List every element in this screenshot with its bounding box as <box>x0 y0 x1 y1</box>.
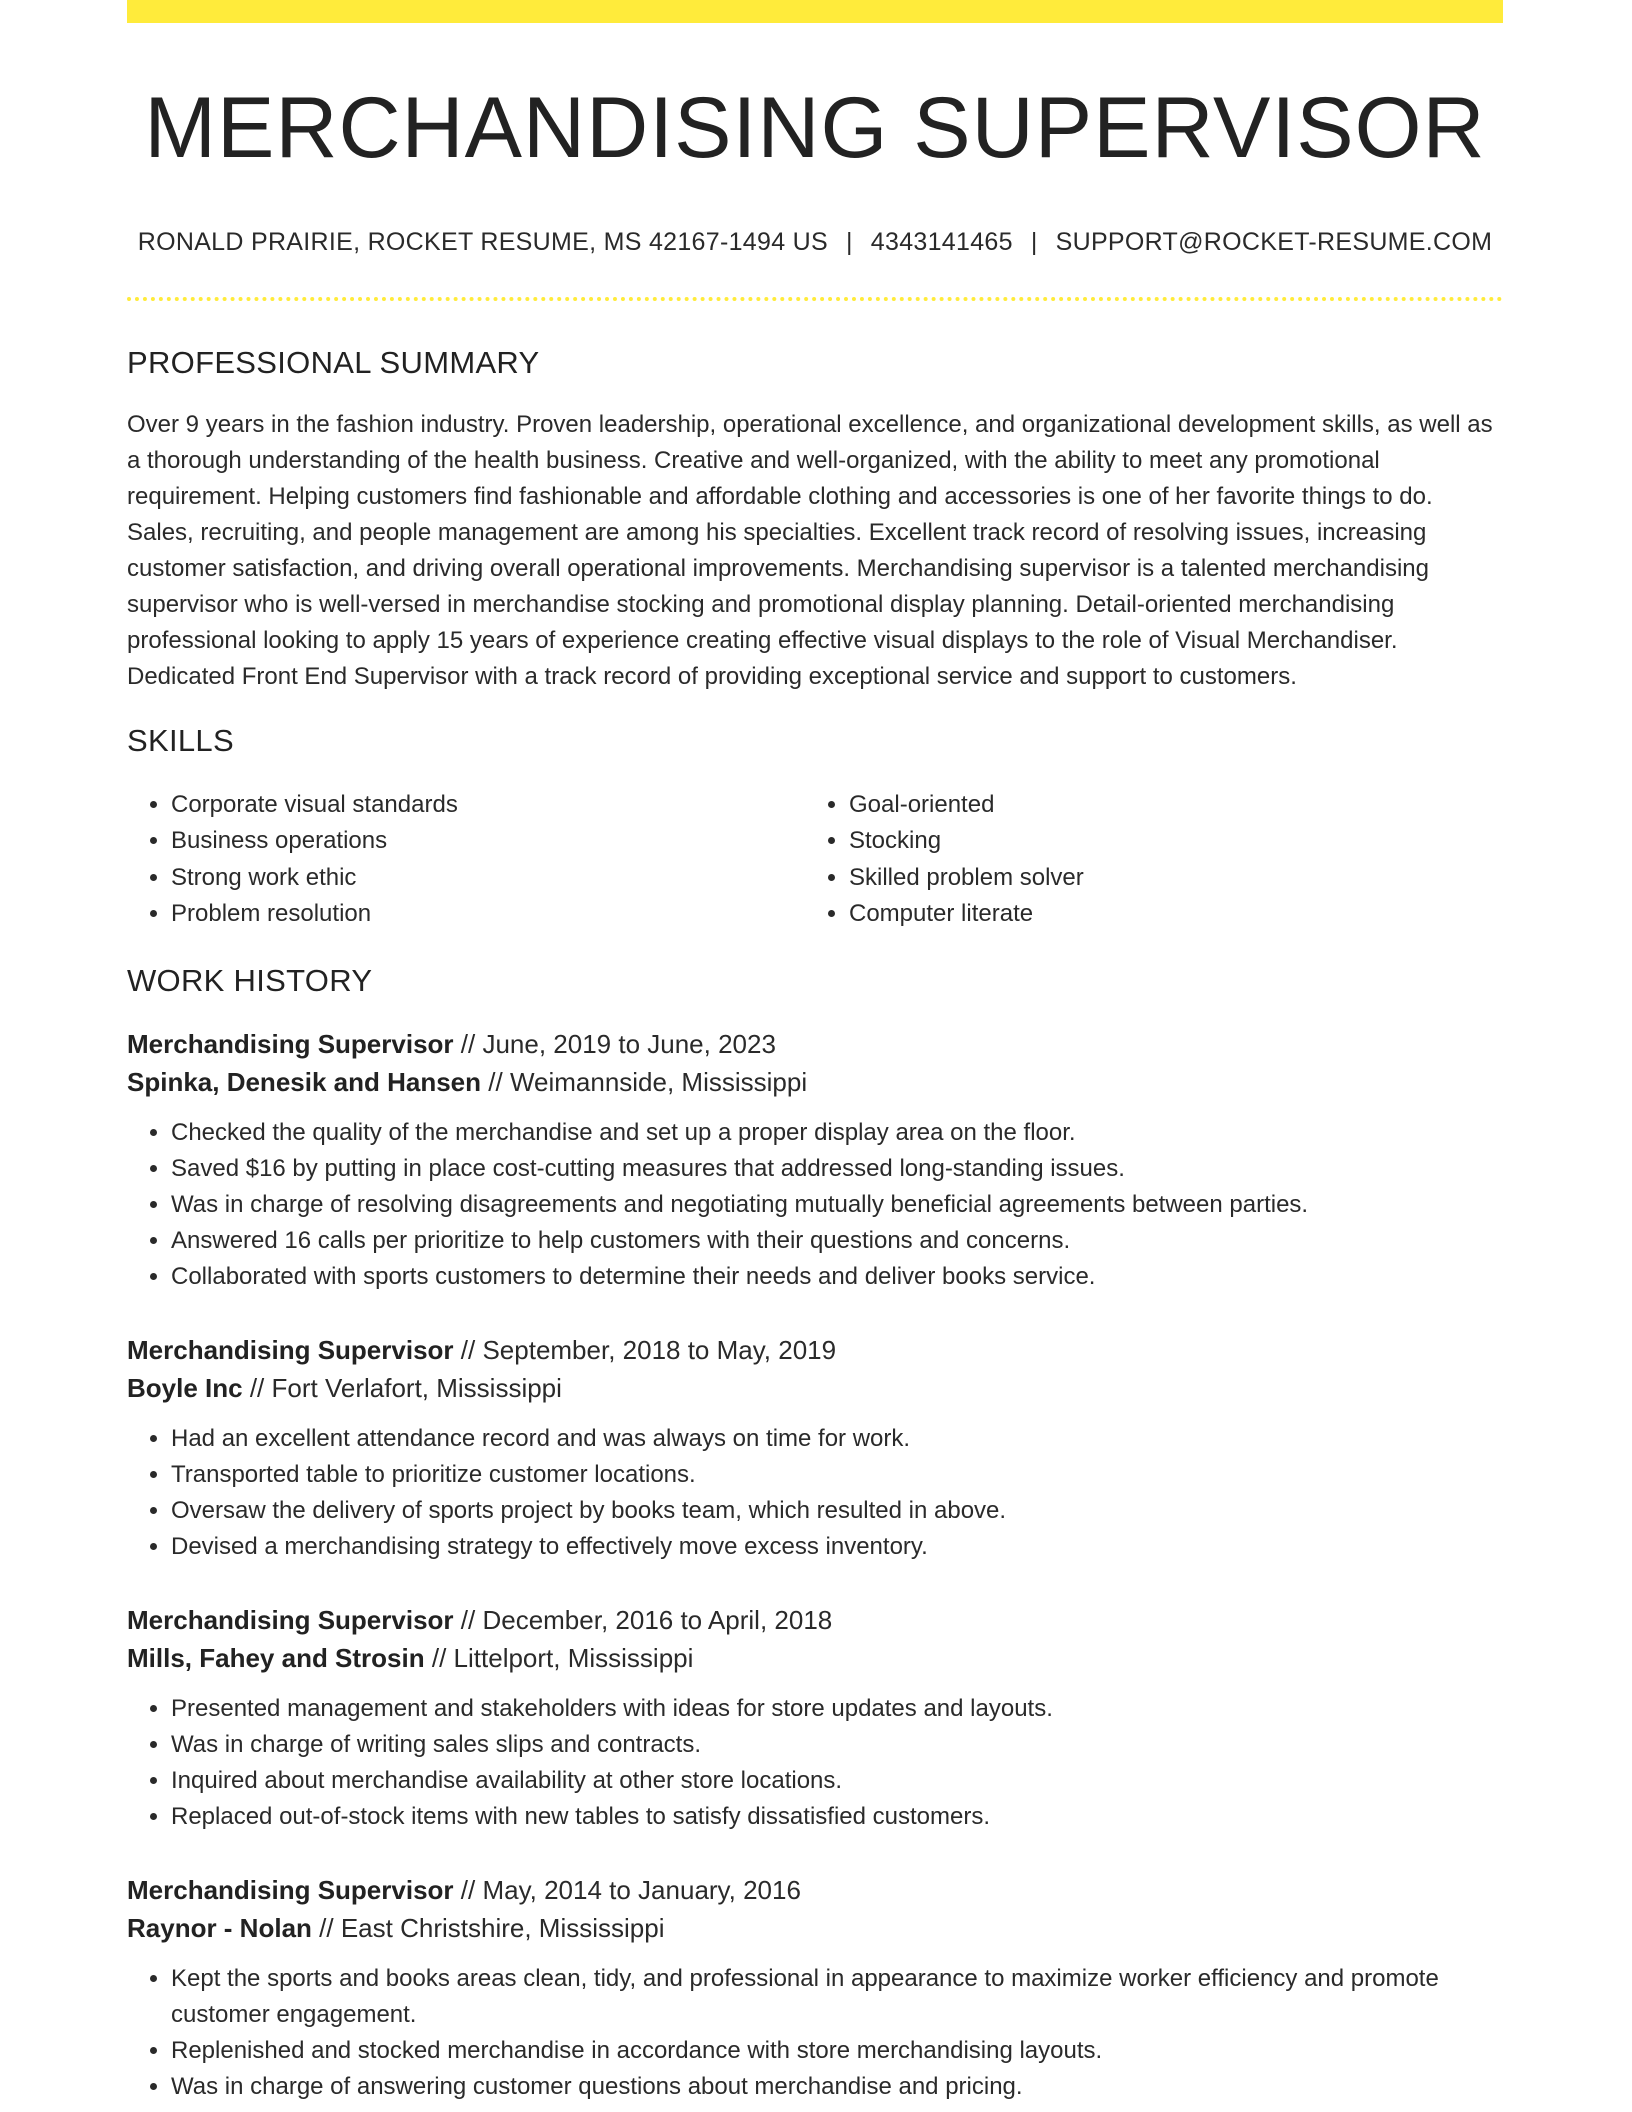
job-bullet: • Transported table to prioritize customer locations. <box>171 1457 1503 1493</box>
delimiter: // <box>460 1028 476 1059</box>
job-entry <box>127 1871 1503 2105</box>
job-location: East Christshire, Mississippi <box>340 1912 665 1943</box>
job-bullet: • Was in charge of answering customer questions about merchandise and pricing. <box>171 2069 1503 2105</box>
job-bullet: • Was in charge of resolving disagreements and negotiating mutually beneficial agreements between parties. <box>171 1187 1503 1223</box>
job-location: Weimannside, Mississippi <box>509 1066 808 1097</box>
job-company-line <box>127 1639 1503 1677</box>
resume-title: MERCHANDISING SUPERVISOR <box>144 80 1486 176</box>
job-bullets <box>127 1691 1503 1835</box>
job-title: Merchandising Supervisor <box>127 1604 454 1635</box>
job-company: Raynor - Nolan <box>127 1912 312 1943</box>
delimiter: // <box>319 1912 334 1943</box>
delimiter: // <box>460 1604 476 1635</box>
job-bullet: • Saved $16 by putting in place cost-cutting measures that addressed long-standing issues. <box>171 1151 1503 1187</box>
resume-page <box>127 0 1503 2105</box>
skill-item: • Problem resolution <box>171 896 805 933</box>
contact-separator: | <box>845 227 853 256</box>
job-title: Merchandising Supervisor <box>127 1334 454 1365</box>
job-bullet: • Inquired about merchandise availability at other store locations. <box>171 1763 1503 1799</box>
skill-item: • Stocking <box>849 823 1483 860</box>
skills-column-left <box>127 787 805 933</box>
skill-item: • Corporate visual standards <box>171 787 805 824</box>
job-entry <box>127 1601 1503 1835</box>
summary-heading: PROFESSIONAL SUMMARY <box>127 344 540 380</box>
job-dates: June, 2019 to June, 2023 <box>482 1028 776 1059</box>
header-divider <box>127 297 1503 301</box>
job-company-line <box>127 1909 1503 1947</box>
job-dates: December, 2016 to April, 2018 <box>482 1604 833 1635</box>
contact-address: RONALD PRAIRIE, ROCKET RESUME, MS 42167-1494 US <box>137 227 828 256</box>
delimiter: // <box>460 1874 476 1905</box>
job-company-line <box>127 1369 1503 1407</box>
job-location: Littelport, Mississippi <box>453 1642 694 1673</box>
job-title-line <box>127 1871 1503 1909</box>
skills-heading: SKILLS <box>127 722 234 758</box>
contact-email: SUPPORT@ROCKET-RESUME.COM <box>1055 227 1493 256</box>
job-company: Mills, Fahey and Strosin <box>127 1642 425 1673</box>
delimiter: // <box>488 1066 503 1097</box>
delimiter: // <box>431 1642 447 1673</box>
job-dates: May, 2014 to January, 2016 <box>482 1874 801 1905</box>
summary-text: Over 9 years in the fashion industry. Proven leadership, operational excellence, and organizational development skills, as well as a thorough understanding of the health business. Creative and well-organized, with the ability to meet any promotional requirement. Helping customers find fashionable and affordable clothing and accessories is one of her favorite things to do. Sales, recruiting, and people management are among his specialties. Excellent track record of resolving issues, increasing customer satisfaction, and driving overall operational improvements. Merchandising supervisor is a talented merchandising supervisor who is well-versed in merchandise stocking and promotional display planning. Detail-oriented merchandising professional looking to apply 15 years of experience creating effective visual displays to the role of Visual Merchandiser. Dedicated Front End Supervisor with a track record of providing exceptional service and support to customers. <box>127 410 1493 690</box>
job-title: Merchandising Supervisor <box>127 1874 454 1905</box>
job-company: Boyle Inc <box>127 1372 243 1403</box>
job-bullet: • Oversaw the delivery of sports project by books team, which resulted in above. <box>171 1493 1503 1529</box>
job-bullet: • Replaced out-of-stock items with new tables to satisfy dissatisfied customers. <box>171 1799 1503 1835</box>
job-bullet: • Was in charge of writing sales slips and contracts. <box>171 1727 1503 1763</box>
job-bullet: • Devised a merchandising strategy to effectively move excess inventory. <box>171 1529 1503 1565</box>
job-company-line <box>127 1063 1503 1101</box>
job-bullet: • Replenished and stocked merchandise in accordance with store merchandising layouts. <box>171 2033 1503 2069</box>
job-bullets <box>127 1115 1503 1295</box>
job-title-line <box>127 1601 1503 1639</box>
job-bullet: • Kept the sports and books areas clean, tidy, and professional in appearance to maximize worker efficiency and promote customer engagement. <box>171 1961 1503 2033</box>
delimiter: // <box>249 1372 265 1403</box>
delimiter: // <box>460 1334 476 1365</box>
skills-column-right <box>805 787 1483 933</box>
job-bullets <box>127 1961 1503 2105</box>
job-title-line <box>127 1331 1503 1369</box>
skills-grid <box>127 787 1503 933</box>
job-title: Merchandising Supervisor <box>127 1028 454 1059</box>
skill-item: • Computer literate <box>849 896 1483 933</box>
job-title-line <box>127 1025 1503 1063</box>
contact-phone: 4343141465 <box>870 227 1013 256</box>
skill-item: • Business operations <box>171 823 805 860</box>
job-entry <box>127 1025 1503 1295</box>
job-entry <box>127 1331 1503 1565</box>
job-bullet: • Checked the quality of the merchandise and set up a proper display area on the floor. <box>171 1115 1503 1151</box>
job-dates: September, 2018 to May, 2019 <box>482 1334 837 1365</box>
skill-item: • Skilled problem solver <box>849 860 1483 897</box>
work-history-heading: WORK HISTORY <box>127 962 373 998</box>
job-bullet: • Answered 16 calls per prioritize to help customers with their questions and concerns. <box>171 1223 1503 1259</box>
job-company: Spinka, Denesik and Hansen <box>127 1066 482 1097</box>
accent-bar <box>127 0 1503 23</box>
job-bullet: • Collaborated with sports customers to determine their needs and deliver books service. <box>171 1259 1503 1295</box>
job-bullet: • Had an excellent attendance record and was always on time for work. <box>171 1421 1503 1457</box>
job-bullets <box>127 1421 1503 1565</box>
skill-item: • Goal-oriented <box>849 787 1483 824</box>
skill-item: • Strong work ethic <box>171 860 805 897</box>
contact-info <box>127 228 1503 257</box>
job-location: Fort Verlafort, Mississippi <box>271 1372 562 1403</box>
contact-separator: | <box>1030 227 1038 256</box>
job-bullet: • Presented management and stakeholders with ideas for store updates and layouts. <box>171 1691 1503 1727</box>
